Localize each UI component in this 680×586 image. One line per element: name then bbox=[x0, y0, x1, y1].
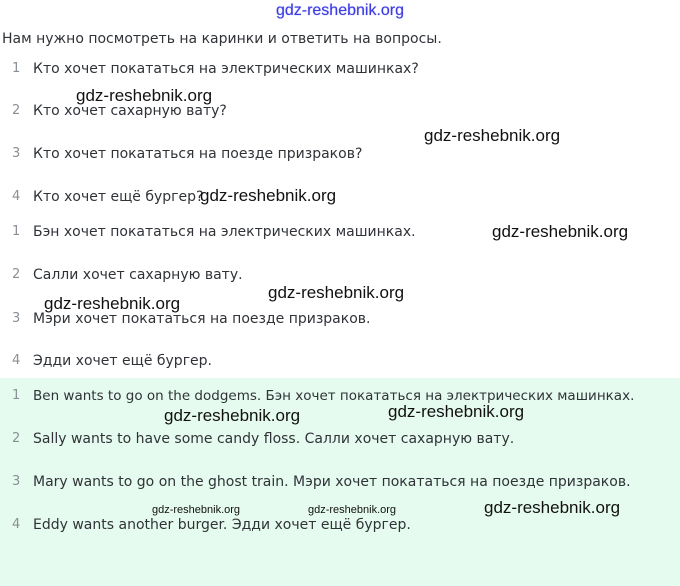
question-number: 3 bbox=[12, 146, 21, 161]
watermark: gdz-reshebnik.org bbox=[268, 283, 405, 302]
watermark: gdz-reshebnik.org bbox=[424, 126, 561, 145]
answer-number: 2 bbox=[12, 431, 21, 446]
question-text: Кто хочет покататься на электрических машинках? bbox=[33, 61, 419, 77]
watermark: gdz-reshebnik.org bbox=[44, 294, 181, 313]
answer-number: 3 bbox=[12, 311, 21, 326]
answer-text: Mary wants to go on the ghost train. Мэри хочет покататься на поезде призраков. bbox=[33, 474, 631, 490]
answer-number: 4 bbox=[12, 353, 21, 368]
watermark: gdz-reshebnik.org bbox=[308, 504, 397, 516]
answer-number: 1 bbox=[12, 388, 21, 403]
answer-number: 2 bbox=[12, 267, 21, 282]
intro-text: Нам нужно посмотреть на каринки и ответить на вопросы. bbox=[2, 31, 442, 47]
answer-text: Салли хочет сахарную вату. bbox=[33, 267, 243, 283]
watermark: gdz-reshebnik.org bbox=[164, 406, 301, 425]
watermark: gdz-reshebnik.org bbox=[152, 504, 241, 516]
site-watermark-header: gdz-reshebnik.org bbox=[275, 2, 405, 19]
answer-text: Мэри хочет покататься на поезде призраков. bbox=[33, 311, 371, 327]
answer-text: Бэн хочет покататься на электрических машинках. bbox=[33, 224, 416, 240]
watermark: gdz-reshebnik.org bbox=[492, 222, 629, 241]
watermark: gdz-reshebnik.org bbox=[76, 86, 213, 105]
answer-text: Эдди хочет ещё бургер. bbox=[33, 353, 212, 369]
question-text: Кто хочет сахарную вату? bbox=[33, 103, 227, 119]
question-number: 4 bbox=[12, 189, 21, 204]
question-number: 2 bbox=[12, 103, 21, 118]
answer-number: 4 bbox=[12, 517, 21, 532]
answer-number: 1 bbox=[12, 224, 21, 239]
question-text: Кто хочет покататься на поезде призраков? bbox=[33, 146, 363, 162]
answer-number: 3 bbox=[12, 474, 21, 489]
watermark: gdz-reshebnik.org bbox=[200, 186, 337, 205]
answer-text: Eddy wants another burger. Эдди хочет ещё бургер. bbox=[33, 517, 411, 533]
answer-text: Sally wants to have some candy floss. Салли хочет сахарную вату. bbox=[33, 431, 515, 447]
question-number: 1 bbox=[12, 61, 21, 76]
watermark: gdz-reshebnik.org bbox=[388, 402, 525, 421]
watermark: gdz-reshebnik.org bbox=[484, 498, 621, 517]
answer-text: Ben wants to go on the dodgems. Бэн хочет покататься на электрических машинках. bbox=[33, 388, 635, 404]
question-text: Кто хочет ещё бургер? bbox=[33, 189, 204, 205]
